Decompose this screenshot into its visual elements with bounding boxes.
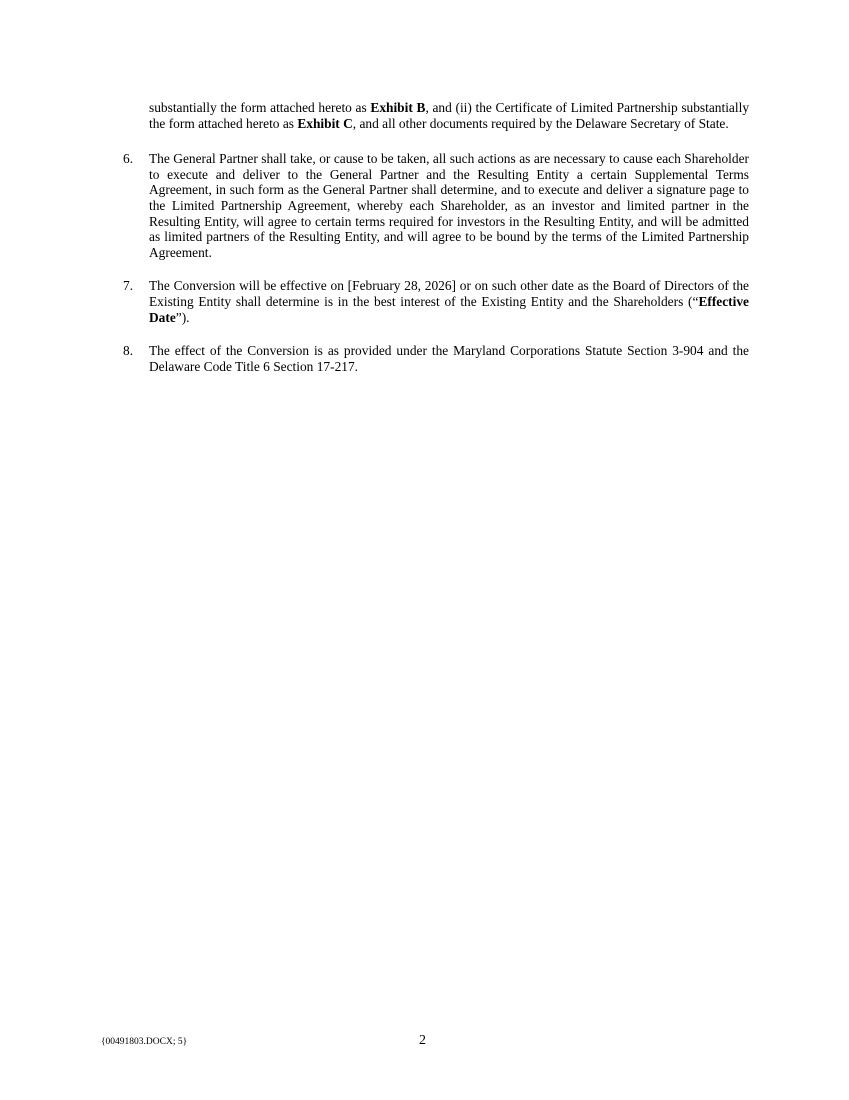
effective-date-text-end: ”).: [175, 309, 190, 325]
exhibit-b-reference: Exhibit B: [370, 100, 426, 115]
list-item-7: [123, 278, 749, 325]
effective-date-term: Effective Date: [149, 293, 749, 325]
continued-text-start: substantially the form attached hereto as: [149, 100, 371, 115]
list-item-number: 7.: [123, 278, 134, 294]
effective-date-text-start: The Conversion will be effective on [February 28, 2026] or on such other date as the Board of Directors of the Existing Entity shall determine is in the best interest of the Existing Entity and the Shareholders (“: [149, 278, 749, 309]
footer-page-number: 2: [419, 1033, 426, 1048]
continued-text-middle: , and (ii) the Certificate of Limited Partnership substantially the form attached hereto as: [149, 100, 750, 131]
list-item-8: [123, 343, 749, 374]
continued-paragraph: [149, 100, 749, 131]
list-item-number: 6.: [123, 151, 134, 167]
list-item-text: The effect of the Conversion is as provided under the Maryland Corporations Statute Section 3-904 and the Delaware Code Title 6 Section 17-217.: [149, 343, 749, 374]
list-item-number: 8.: [123, 343, 134, 359]
list-item-text: The General Partner shall take, or cause to be taken, all such actions as are necessary to cause each Shareholder to execute and deliver to the General Partner and the Resulting Entity a certain Supplemental Terms Agreement, in such form as the General Partner shall determine, and to execute and deliver a signature page to the Limited Partnership Agreement, whereby each Shareholder, as an investor and limited partner in the Resulting Entity, will agree to certain terms required for investors in the Resulting Entity, and will be admitted as limited partners of the Resulting Entity, and will agree to be bound by the terms of the Limited Partnership Agreement.: [149, 151, 749, 260]
document-body: [123, 100, 750, 392]
numbered-list: [123, 151, 749, 374]
exhibit-c-reference: Exhibit C: [297, 115, 353, 131]
list-item-6: [123, 151, 749, 260]
continued-text-end: , and all other documents required by the Delaware Secretary of State.: [352, 115, 729, 131]
footer-document-id: {00491803.DOCX; 5}: [101, 1037, 188, 1047]
list-item-text: [149, 278, 749, 324]
